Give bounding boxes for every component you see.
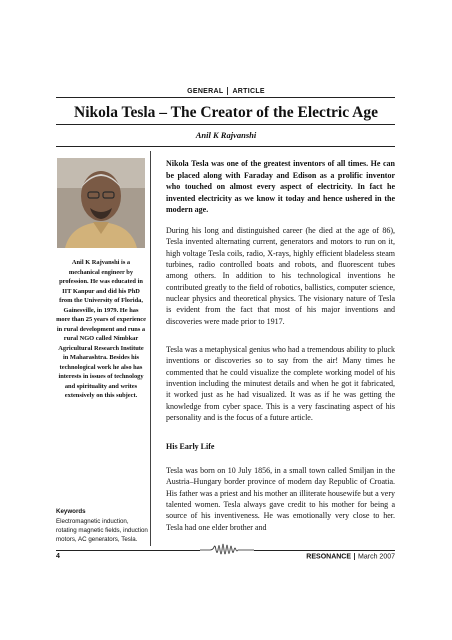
author-portrait-image bbox=[57, 158, 145, 248]
article-abstract: Nikola Tesla was one of the greatest inventors of all times. He can be placed along with Faraday and Edison as a prolific inventor who touched on almost every aspect of electricity. In fact he invented electricity as we know it today and hence ushered in the modern age. bbox=[166, 159, 395, 214]
top-rule bbox=[56, 97, 395, 98]
author-name: Anil K Rajvanshi bbox=[195, 130, 257, 140]
keywords-box bbox=[56, 507, 148, 544]
header-separator bbox=[227, 87, 228, 95]
body-paragraph: Tesla was a metaphysical genius who had a tremendous ability to pluck inventions or discoveries so to say from the air! Many times he commented that he could visualize the complete working model of his invention including the minutest details and when he got it fabricated, it worked just as he had visualized. It was as if he was getting the knowledge from cyber space. This is a very fascinating aspect of his personality and is the focus of a future article. bbox=[166, 345, 395, 423]
keywords-text: Electromagnetic induction, rotating magnetic fields, induction motors, AC generators, Tesla. bbox=[56, 518, 148, 543]
section-heading: His Early Life bbox=[166, 442, 215, 451]
body-paragraph: During his long and distinguished career (he died at the age of 86), Tesla invented alternating current, generators and motors to run on it, high voltage Tesla coils, radio, X-rays, highly efficient bladeless steam turbines, radio controlled boats and robots, and fluorescent tubes among others. In addition to his technological inventions he contributed greatly to the field of robotics, ballistics, computer science, nuclear physics and theoretical physics. The visionary nature of Tesla is evident from the fact that most of his major inventions and discoveries were made prior to 1917. bbox=[166, 226, 395, 326]
title-rule bbox=[56, 124, 395, 125]
magazine-name: RESONANCE bbox=[306, 553, 352, 561]
footer-journal bbox=[306, 553, 395, 560]
author-rule bbox=[56, 146, 395, 147]
article-type-label: ARTICLE bbox=[232, 87, 265, 95]
body-paragraph: Tesla was born on 10 July 1856, in a small town called Smiljan in the Austria–Hungary border province of modern day Republic of Croatia. His father was a priest and his mother an illiterate housewife but a very talented women. Tesla always gave credit to his mother for being a source of his inventiveness. He was emotionally very close to her. Tesla had one elder brother and bbox=[166, 466, 395, 532]
section-header bbox=[0, 87, 452, 95]
waveform-icon bbox=[200, 538, 254, 558]
author-photo bbox=[57, 158, 145, 248]
keywords-heading: Keywords bbox=[56, 508, 86, 515]
footer-separator bbox=[354, 553, 355, 560]
page-number: 4 bbox=[56, 553, 60, 560]
sidebar-divider bbox=[150, 151, 151, 546]
issue-date: March 2007 bbox=[358, 553, 395, 561]
author-bio: Anil K Rajvanshi is a mechanical engineer by profession. He was educated in IIT Kanpur and did his PhD from the University of Florida, Gainesville, in 1979. He has more than 25 years of experience in rural development and runs a rural NGO called Nimbkar Agricultural Research Institute in Maharashtra. Besides his technological work he also has interests in issues of technology and spirituality and writes extensively on this subject. bbox=[56, 259, 146, 399]
article-title: Nikola Tesla – The Creator of the Electric Age bbox=[74, 104, 378, 121]
section-label: GENERAL bbox=[187, 87, 224, 95]
